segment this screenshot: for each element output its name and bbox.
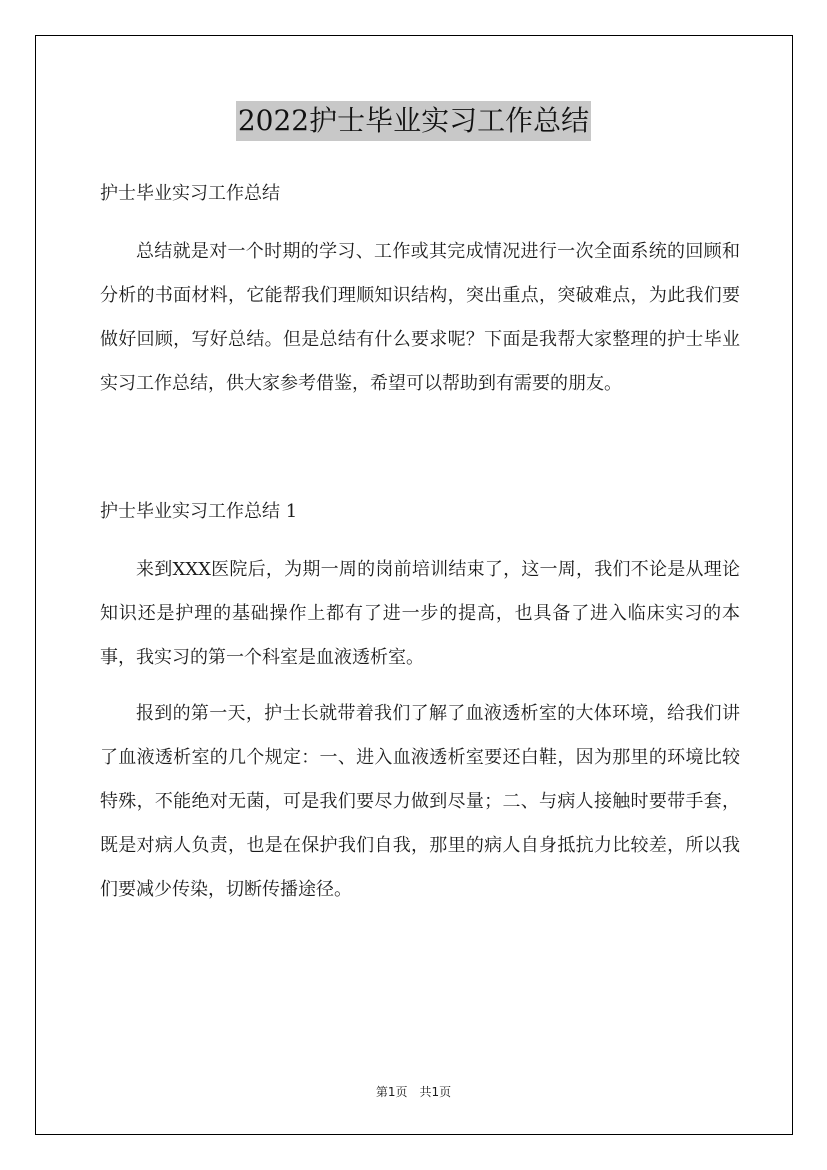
title-container [0,101,827,141]
spacer [100,216,740,230]
section1-heading: 护士毕业实习工作总结 1 [100,501,298,522]
document-title: 2022护士毕业实习工作总结 [236,101,591,141]
page-number: 第1页 共1页 [375,1085,452,1099]
spacer [100,534,740,548]
intro-heading: 护士毕业实习工作总结 [100,183,280,204]
section-spacer [100,406,740,490]
spacer [100,680,740,692]
intro-paragraph: 总结就是对一个时期的学习、工作或其完成情况进行一次全面系统的回顾和分析的书面材料，它能帮我们理顺知识结构，突出重点，突破难点，为此我们要做好回顾，写好总结。但是总结有什么要求呢？下面是我帮大家整理的护士毕业实习工作总结，供大家参考借鉴，希望可以帮助到有需要的朋友。 [100,241,740,394]
page-footer [0,1083,827,1100]
document-body [100,172,740,912]
section1-paragraph-2: 报到的第一天，护士长就带着我们了解了血液透析室的大体环境，给我们讲了血液透析室的几个规定：一、进入血液透析室要还白鞋，因为那里的环境比较特殊，不能绝对无菌，可是我们要尽力做到尽量；二、与病人接触时要带手套，既是对病人负责，也是在保护我们自我，那里的病人自身抵抗力比较差，所以我们要减少传染，切断传播途径。 [100,703,740,900]
section1-paragraph-1: 来到XXX医院后，为期一周的岗前培训结束了，这一周，我们不论是从理论知识还是护理的基础操作上都有了进一步的提高，也具备了进入临床实习的本事，我实习的第一个科室是血液透析室。 [100,559,740,668]
